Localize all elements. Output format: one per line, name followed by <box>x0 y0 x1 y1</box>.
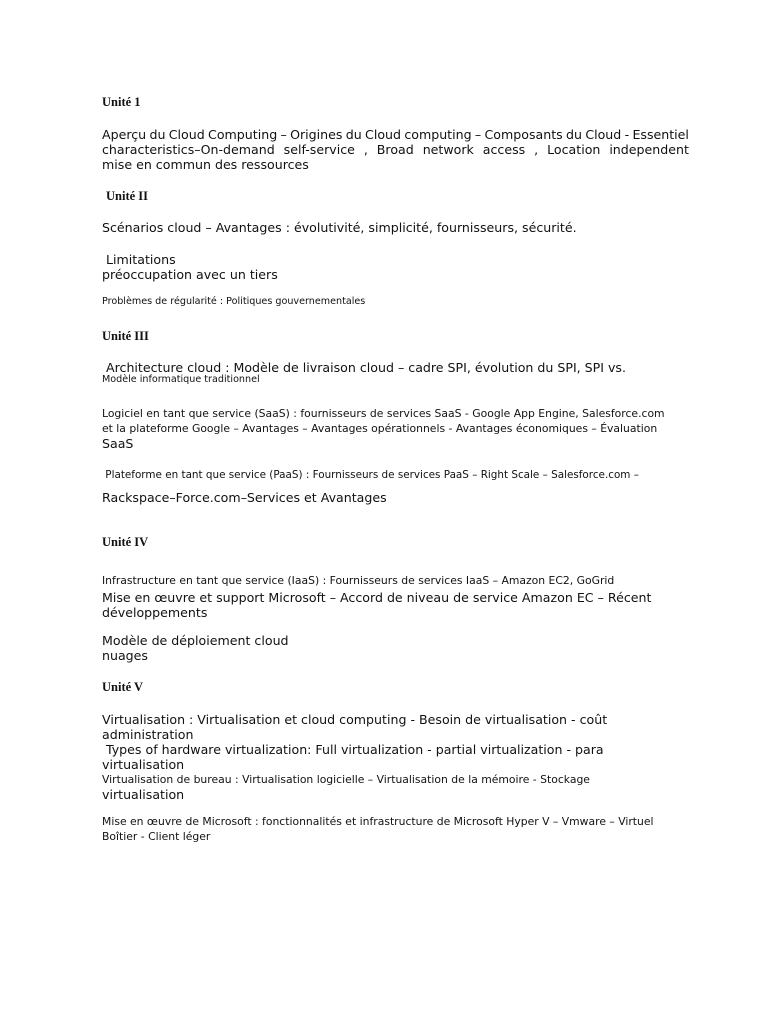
unit-4-deployment-paragraph <box>102 633 692 663</box>
unit-5-line-6: virtualisation <box>102 787 185 802</box>
word: access <box>482 142 526 157</box>
unit-3-heading: Unité III <box>102 329 149 343</box>
unit-1-heading: Unité 1 <box>102 95 141 109</box>
word: self-service <box>283 142 355 157</box>
unit-3-saas-line-3: SaaS <box>102 436 134 451</box>
word: Essentiel <box>632 127 689 142</box>
unit-3-traditional-model: Modèle informatique traditionnel <box>102 374 260 385</box>
word: characteristics–On-demand <box>102 142 275 157</box>
unit-4-deployment-line-1: Modèle de déploiement cloud <box>102 633 289 648</box>
unit-5-heading: Unité V <box>102 680 144 694</box>
unit-5-line-4: virtualisation <box>102 757 185 772</box>
word: Aperçu <box>102 127 147 142</box>
unit-1-paragraph <box>102 127 689 172</box>
unit-3-architecture: Architecture cloud : Modèle de livraison cloud – cadre SPI, évolution du SPI, SPI vs. <box>102 360 626 375</box>
unit-5-virtualization-paragraph <box>102 712 692 802</box>
word: Location <box>547 142 601 157</box>
unit-1-line-2 <box>102 142 689 157</box>
unit-5-microsoft-line-1: Mise en œuvre de Microsoft : fonctionnalités et infrastructure de Microsoft Hyper V – Vmware – Virtuel <box>102 815 654 828</box>
word: Cloud <box>168 127 205 142</box>
word: Broad <box>376 142 414 157</box>
unit-2-paragraph-3: Problèmes de régularité : Politiques gouvernementales <box>102 296 366 307</box>
word: , <box>363 142 368 157</box>
word: – <box>280 127 287 142</box>
unit-2-paragraph-2 <box>102 252 692 282</box>
word: – <box>474 127 482 142</box>
unit-3-paas-line-1: Plateforme en tant que service (PaaS) : Fournisseurs de services PaaS – Right Scale – Salesforce.com – <box>102 469 639 481</box>
unit-4-microsoft-line-1: Mise en œuvre et support Microsoft – Accord de niveau de service Amazon EC – Récent <box>102 590 652 605</box>
word: du <box>149 127 166 142</box>
unit-3-paas-line-2: Rackspace–Force.com–Services et Avantages <box>102 490 387 505</box>
unit-2-third-party: préoccupation avec un tiers <box>102 267 278 282</box>
unit-4-deployment-line-2: nuages <box>102 648 148 663</box>
word: Computing <box>208 127 278 142</box>
unit-4-microsoft-line-2: développements <box>102 605 208 620</box>
unit-3-saas-line-2: et la plateforme Google – Avantages – Avantages opérationnels - Avantages économiques – Évaluation <box>102 422 658 435</box>
word: Cloud <box>585 127 622 142</box>
word: Composants <box>484 127 563 142</box>
unit-4-heading: Unité IV <box>102 535 149 549</box>
unit-1-line-3: mise en commun des ressources <box>102 157 309 172</box>
unit-4-iaas: Infrastructure en tant que service (IaaS) : Fournisseurs de services IaaS – Amazon EC2, GoGrid <box>102 574 615 587</box>
unit-5-microsoft-line-2: Boîtier - Client léger <box>102 830 211 843</box>
unit-3-saas-paragraph <box>102 406 692 451</box>
unit-3-saas-line-1: Logiciel en tant que service (SaaS) : fournisseurs de services SaaS - Google App Engine, Salesforce.com <box>102 407 665 420</box>
unit-1-line-1 <box>102 127 689 142</box>
word: network <box>422 142 474 157</box>
unit-2-limitations: Limitations <box>102 252 176 267</box>
unit-5-line-5: Virtualisation de bureau : Virtualisation logicielle – Virtualisation de la mémoire - Stockage <box>102 773 590 786</box>
unit-4-microsoft-paragraph <box>102 590 692 620</box>
word: du <box>566 127 583 142</box>
unit-2-heading: Unité II <box>106 189 149 203</box>
unit-2-paragraph-1: Scénarios cloud – Avantages : évolutivité, simplicité, fournisseurs, sécurité. <box>102 220 577 235</box>
unit-5-line-1: Virtualisation : Virtualisation et cloud computing - Besoin de virtualisation - coût <box>102 712 608 727</box>
word: Origines <box>290 127 343 142</box>
unit-5-line-3: Types of hardware virtualization: Full virtualization - partial virtualization - para <box>102 742 604 757</box>
word: - <box>624 127 630 142</box>
word: independent <box>609 142 689 157</box>
word: Cloud <box>365 127 402 142</box>
word: computing <box>404 127 472 142</box>
unit-5-microsoft-paragraph <box>102 814 692 844</box>
unit-5-line-2: administration <box>102 727 194 742</box>
word: , <box>534 142 539 157</box>
word: du <box>345 127 362 142</box>
